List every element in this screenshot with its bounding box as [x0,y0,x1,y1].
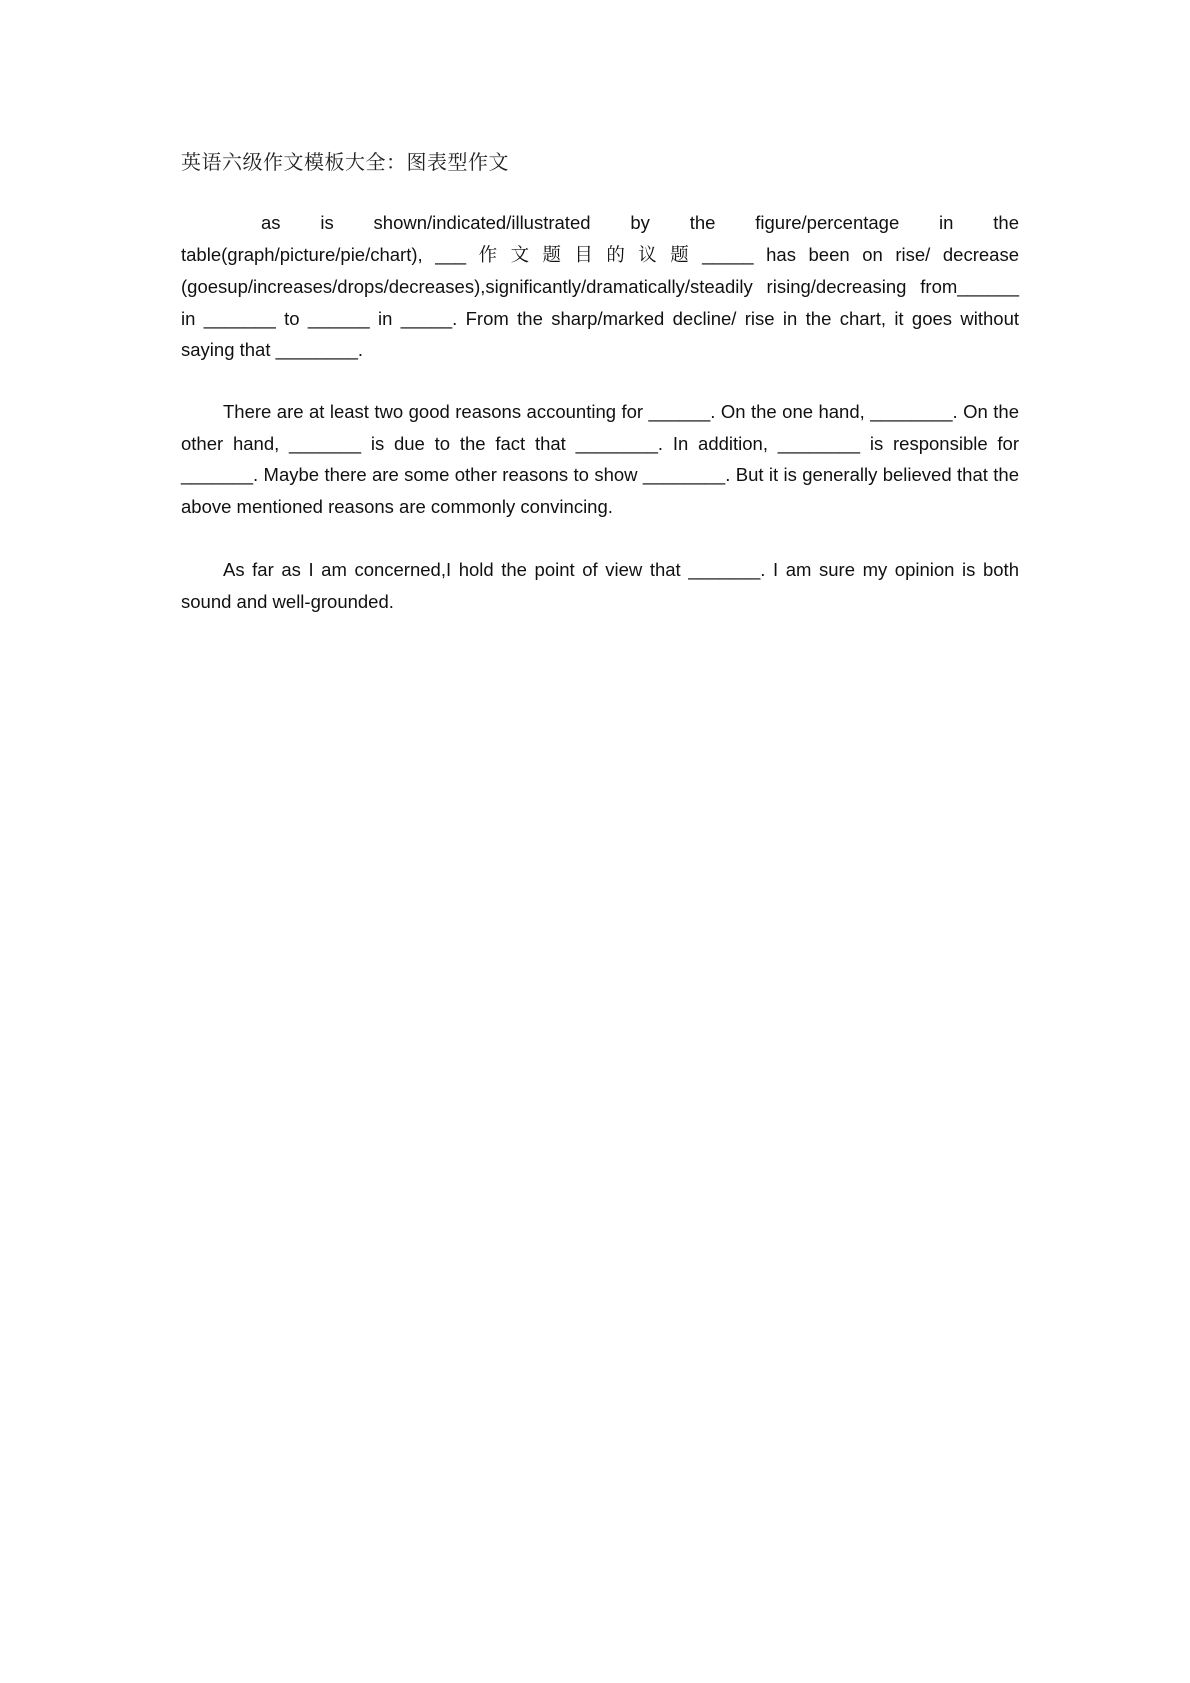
paragraph-conclusion: As far as I am concerned,I hold the point of view that _______. I am sure my opinion is both sound and well-grounded. [181,559,1019,612]
paragraph-intro-text-a: as is shown/indicated/illustrated by the figure/percentage in the table(graph/picture/pie/chart), ___ [181,212,1019,265]
paragraph-reasons: There are at least two good reasons accounting for ______. On the one hand, ________. On the other hand, _______ is due to the fact that ________. In addition, ________ is responsible for _______. Maybe there are some other reasons to show ________. But it is generally believed that the above mentioned reasons are commonly convincing. [181,401,1019,517]
document-title: 英语六级作文模板大全：图表型作文 [181,150,509,174]
essay-topic-placeholder: 作文题目的议题 [478,244,703,266]
paragraph-intro-text-b: _____ has been on rise/ decrease (goesup/increases/drops/decreases),significantly/dramatically/steadily rising/decreasing from______ in _______ to ______ in _____. From the sharp/marked decline/ rise in the chart, it goes without saying that ________. [181,243,1019,360]
paragraph-intro [181,207,1019,366]
